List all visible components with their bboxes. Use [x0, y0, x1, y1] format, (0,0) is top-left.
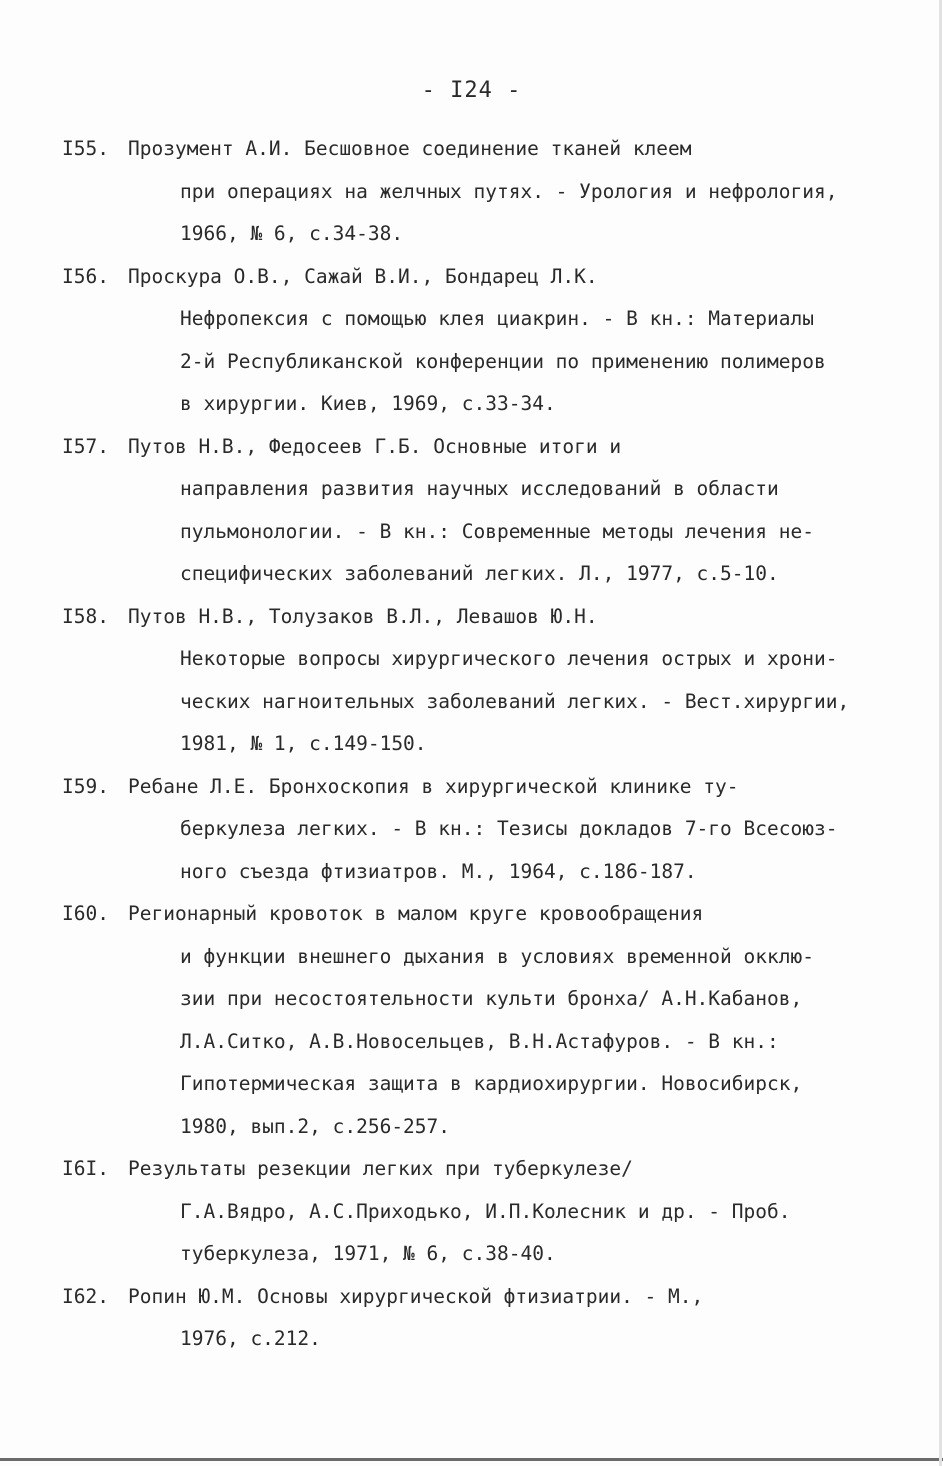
bibliography-list — [62, 128, 922, 1361]
entry-number: I60. — [62, 902, 109, 925]
entry-line: 1981, № 1, с.149-150. — [180, 732, 427, 755]
entry-line: Путов Н.В., Толузаков В.Л., Левашов Ю.Н. — [128, 604, 598, 628]
entry-number: I55. — [62, 137, 109, 160]
entry-number: I57. — [62, 434, 109, 458]
page-number: - I24 - — [421, 78, 522, 103]
entry-line: беркулеза легких. - В кн.: Тезисы докладов 7-го Всесоюз- — [180, 817, 838, 840]
entry-line: Ропин Ю.М. Основы хирургической фтизиатрии. - М., — [128, 1284, 704, 1308]
entry-line: Путов Н.В., Федосеев Г.Б. Основные итоги и — [128, 434, 622, 458]
entry-line: зии при несостоятельности культи бронха/ А.Н.Кабанов, — [180, 987, 803, 1010]
entry-line: 1966, № 6, с.34-38. — [180, 222, 404, 245]
entry-line: 1980, вып.2, с.256-257. — [180, 1114, 451, 1138]
bibliography-entry — [62, 766, 922, 894]
entry-line: и функции внешнего дыхания в условиях временной окклю- — [180, 944, 814, 968]
bibliography-entry — [62, 1276, 922, 1361]
entry-line: ного съезда фтизиатров. М., 1964, с.186-187. — [180, 859, 697, 883]
entry-line: 2-й Республиканской конференции по применению полимеров — [180, 349, 826, 373]
entry-line: специфических заболеваний легких. Л., 1977, с.5-10. — [180, 562, 779, 585]
entry-line: Г.А.Вядро, А.С.Приходько, И.П.Колесник и др. - Проб. — [180, 1199, 791, 1223]
entry-number: I56. — [62, 264, 109, 288]
entry-line: Проскура О.В., Сажай В.И., Бондарец Л.К. — [128, 264, 598, 288]
bibliography-entry — [62, 128, 922, 256]
entry-line: Результаты резекции легких при туберкулезе/ — [128, 1157, 633, 1180]
entry-line: туберкулеза, 1971, № 6, с.38-40. — [180, 1242, 556, 1265]
scan-bottom-edge — [0, 1458, 943, 1461]
bibliography-entry — [62, 596, 922, 766]
entry-line: пульмонологии. - В кн.: Современные методы лечения не- — [180, 519, 814, 543]
entry-number: I6I. — [62, 1157, 109, 1180]
bibliography-entry — [62, 426, 922, 596]
bibliography-entry — [62, 256, 922, 426]
entry-line: Л.А.Ситко, А.В.Новосельцев, В.Н.Астафуров. - В кн.: — [180, 1029, 779, 1053]
entry-line: Нефропексия с помощью клея циакрин. - В кн.: Материалы — [180, 307, 814, 330]
bibliography-entry — [62, 1148, 922, 1276]
entry-number: I58. — [62, 604, 109, 628]
entry-line: направления развития научных исследований в области — [180, 477, 779, 500]
bibliography-entry — [62, 893, 922, 1148]
entry-line: Регионарный кровоток в малом круге кровообращения — [128, 902, 704, 925]
entry-line: 1976, с.212. — [180, 1327, 321, 1350]
entry-line: при операциях на желчных путях. - Урология и нефрология, — [180, 179, 838, 203]
entry-line: ческих нагноительных заболеваний легких. - Вест.хирургии, — [180, 689, 850, 713]
entry-line: Прозумент А.И. Бесшовное соединение тканей клеем — [128, 137, 692, 160]
entry-line: Гипотермическая защита в кардиохирургии. Новосибирск, — [180, 1072, 803, 1095]
entry-line: Некоторые вопросы хирургического лечения острых и хрони- — [180, 647, 838, 670]
entry-number: I62. — [62, 1284, 109, 1308]
entry-line: Ребане Л.Е. Бронхоскопия в хирургической клинике ту- — [128, 774, 739, 798]
entry-number: I59. — [62, 774, 109, 798]
scan-right-edge — [939, 0, 942, 1466]
entry-line: в хирургии. Киев, 1969, с.33-34. — [180, 392, 556, 415]
